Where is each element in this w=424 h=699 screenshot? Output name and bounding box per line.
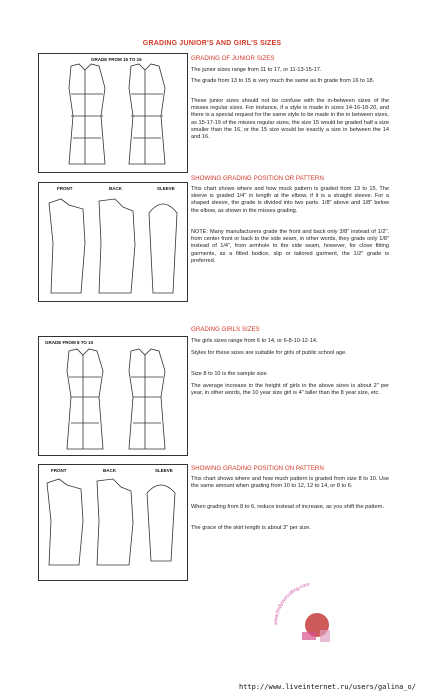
sewing-tools-icon	[302, 613, 330, 642]
figure-label: BACK	[103, 468, 116, 473]
footer-url[interactable]: http://www.liveinternet.ru/users/galina_o/	[238, 683, 416, 691]
section-heading: GRADING GIRLS SIZES	[191, 326, 260, 333]
dress-form-drawing	[39, 54, 187, 172]
page-title: GRADING JUNIOR'S AND GIRL'S SIZES	[142, 40, 282, 47]
paragraph: Size 8 to 10 is the sample size.	[191, 371, 269, 377]
paragraph: NOTE: Many manufacturers grade the front and back only 3/8" instead of 1/2". from center front or back to the side seam, in other words, they grade only 1/8" instead of 1/4", from armhole to the side seam, however, for close fitting garments, as a fitted bodice, slip or tailored garment, the 1/2" grade is preferred.	[191, 229, 389, 264]
junior-grading-figure	[38, 53, 188, 173]
paragraph: The grade from 13 to 15 is very much the same as th grade from 16 to 18.	[191, 78, 375, 84]
figure-label: SLEEVE	[155, 468, 173, 473]
girls-pattern-figure	[38, 464, 188, 581]
paragraph: When grading from 8 to 6, reduce instead of increase, as you shift the pattern.	[191, 504, 385, 510]
section-heading: SHOWING GRADING POSITION OR PATTERN	[191, 175, 324, 182]
paragraph: These junior sizes should not be confuse with the in-between sizes of the misses regular sizes. For instance, if a style is made in sizes 14-16-18-20, and there is a special request for the same style to be made in the in between sizes, as 15-17-19 of the misses regular sizes, the size 15 would be graded half a size smaller than the 16, or the 15 size would be exactly a size in between the 14 and 16.	[191, 98, 389, 141]
paragraph: The girls sizes range from 6 to 14, or 6-8-10-12-14.	[191, 338, 318, 344]
figure-label: GRADE FROM 15 TO 15	[91, 57, 142, 62]
watermark-url: www.findyourcutting.com	[272, 581, 311, 626]
figure-label: BACK	[109, 186, 122, 191]
figure-label: FRONT	[57, 186, 73, 191]
girls-grading-figure	[38, 336, 188, 456]
figure-label: SLEEVE	[157, 186, 175, 191]
section-heading: SHOWING GRADING POSITION ON PATTERN	[191, 465, 324, 472]
paragraph: The junior sizes range from 11 to 17, or 11-13-15-17.	[191, 67, 322, 73]
figure-label: FRONT	[51, 468, 67, 473]
svg-text:www.findyourcutting.com	[273, 582, 310, 625]
junior-pattern-figure	[38, 182, 188, 302]
paragraph: This chart shows where and how muck pattern is graded from 13 to 15. The sleeve is graded 1/4" in length at the elbow, if it is a straight sleeve. For a shaped sleeve, the grade is divided into two parts. 1/8" above and 1/8" below the elbow, as shown in the misses grading.	[191, 186, 389, 214]
sewing-center-logo	[262, 570, 372, 680]
dress-form-drawing	[39, 337, 187, 455]
pattern-drawing	[39, 183, 187, 301]
figure-label: GRADE FROM 8 TO 10	[45, 340, 94, 345]
paragraph: Styles for these sizes are suitable for girls of public school age.	[191, 350, 347, 356]
paragraph: The grace of the skirt length is about 3" per size.	[191, 525, 311, 531]
section-heading: GRADING OF JUNIOR SIZES	[191, 55, 275, 62]
pattern-drawing	[39, 465, 187, 580]
paragraph: This chart shows where and how much pattern is graded from size 8 to 10. Use the same amount when grading from 10 to 12, 12 to 14, or 8 to 6.	[191, 476, 389, 490]
paragraph: The average increase in the height of girls in the above sizes is about 2" per year, in other words, the 10 year size girl is 4" taller than the 8 year size, etc.	[191, 383, 389, 397]
